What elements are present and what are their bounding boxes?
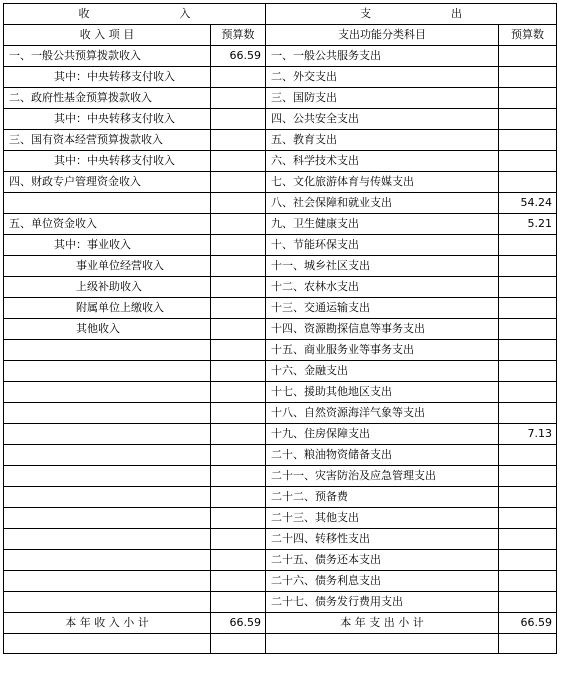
income-amount-cell (211, 109, 266, 130)
income-amount-cell (211, 67, 266, 88)
income-item-cell (4, 193, 211, 214)
income-amount-cell (211, 235, 266, 256)
expense-amount-cell (499, 571, 557, 592)
table-row (4, 235, 557, 256)
blank-cell (4, 634, 211, 654)
income-amount-cell (211, 571, 266, 592)
income-item-cell (4, 340, 211, 361)
income-item-cell (4, 529, 211, 550)
expense-item-cell: 九、卫生健康支出 (266, 214, 499, 235)
table-row (4, 445, 557, 466)
income-amount-cell (211, 382, 266, 403)
expense-item-header: 支出功能分类科目 (266, 25, 499, 46)
blank-cell (499, 634, 557, 654)
table-row (4, 424, 557, 445)
table-row (4, 508, 557, 529)
expense-item-cell: 十一、城乡社区支出 (266, 256, 499, 277)
expense-amount-cell (499, 151, 557, 172)
income-item-cell: 上级补助收入 (4, 277, 211, 298)
table-row (4, 214, 557, 235)
expense-amount-cell (499, 382, 557, 403)
expense-item-cell: 二十、粮油物资储备支出 (266, 445, 499, 466)
income-amount-cell (211, 445, 266, 466)
income-item-cell (4, 466, 211, 487)
table-row (4, 109, 557, 130)
expense-amount-cell (499, 130, 557, 151)
income-amount-cell (211, 424, 266, 445)
table-row (4, 256, 557, 277)
income-item-cell (4, 403, 211, 424)
table-row (4, 466, 557, 487)
expense-amount-cell (499, 298, 557, 319)
expense-amount-cell (499, 361, 557, 382)
expense-item-cell: 十六、金融支出 (266, 361, 499, 382)
income-item-cell: 五、单位资金收入 (4, 214, 211, 235)
table-row (4, 529, 557, 550)
totals-row (4, 613, 557, 634)
income-amount-cell (211, 88, 266, 109)
blank-cell (266, 634, 499, 654)
income-amount-cell (211, 466, 266, 487)
table-row (4, 277, 557, 298)
expense-amount-cell (499, 109, 557, 130)
income-amount-cell (211, 529, 266, 550)
expense-item-cell: 二十四、转移性支出 (266, 529, 499, 550)
expense-total-amount: 66.59 (499, 613, 557, 634)
expense-amount-cell (499, 46, 557, 67)
table-row (4, 592, 557, 613)
expense-item-cell: 十、节能环保支出 (266, 235, 499, 256)
expense-amount-cell: 5.21 (499, 214, 557, 235)
income-header-char-2: 入 (179, 7, 191, 20)
table-row (4, 88, 557, 109)
income-amount-cell (211, 256, 266, 277)
expense-item-cell: 二十三、其他支出 (266, 508, 499, 529)
expense-amount-cell (499, 277, 557, 298)
expense-item-cell: 二十七、债务发行费用支出 (266, 592, 499, 613)
expense-item-cell: 五、教育支出 (266, 130, 499, 151)
expense-amount-cell (499, 67, 557, 88)
income-item-cell: 其中：中央转移支付收入 (4, 151, 211, 172)
table-row (4, 67, 557, 88)
income-amount-cell (211, 508, 266, 529)
income-amount-cell (211, 193, 266, 214)
column-header-row (4, 25, 557, 46)
expense-item-cell: 十五、商业服务业等事务支出 (266, 340, 499, 361)
expense-total-label: 本 年 支 出 小 计 (266, 613, 499, 634)
expense-amount-cell: 7.13 (499, 424, 557, 445)
income-item-cell: 其中：中央转移支付收入 (4, 67, 211, 88)
income-amount-cell (211, 592, 266, 613)
expense-amount-cell (499, 466, 557, 487)
income-amount-cell: 66.59 (211, 46, 266, 67)
expense-amount-cell (499, 592, 557, 613)
budget-table (3, 3, 557, 654)
income-item-cell: 附属单位上缴收入 (4, 298, 211, 319)
income-item-cell: 三、国有资本经营预算拨款收入 (4, 130, 211, 151)
table-row (4, 487, 557, 508)
expense-item-cell: 十二、农林水支出 (266, 277, 499, 298)
income-item-cell (4, 382, 211, 403)
table-row (4, 340, 557, 361)
income-budget-header: 预算数 (211, 25, 266, 46)
income-item-cell: 事业单位经营收入 (4, 256, 211, 277)
income-item-header: 收 入 项 目 (4, 25, 211, 46)
income-item-cell (4, 361, 211, 382)
income-amount-cell (211, 550, 266, 571)
income-amount-cell (211, 130, 266, 151)
table-row (4, 382, 557, 403)
table-row (4, 550, 557, 571)
table-row (4, 46, 557, 67)
blank-row (4, 634, 557, 654)
table-row (4, 193, 557, 214)
income-amount-cell (211, 151, 266, 172)
expense-item-cell: 二、外交支出 (266, 67, 499, 88)
expense-amount-cell (499, 487, 557, 508)
income-section-header (4, 4, 266, 25)
expense-amount-cell (499, 256, 557, 277)
table-row (4, 361, 557, 382)
expense-item-cell: 八、社会保障和就业支出 (266, 193, 499, 214)
table-row (4, 151, 557, 172)
expense-budget-header: 预算数 (499, 25, 557, 46)
expense-item-cell: 二十五、债务还本支出 (266, 550, 499, 571)
income-item-cell: 其中：中央转移支付收入 (4, 109, 211, 130)
expense-amount-cell (499, 340, 557, 361)
table-row (4, 571, 557, 592)
income-item-cell (4, 445, 211, 466)
expense-item-cell: 四、公共安全支出 (266, 109, 499, 130)
income-amount-cell (211, 403, 266, 424)
income-amount-cell (211, 340, 266, 361)
income-item-cell (4, 571, 211, 592)
expense-item-cell: 十七、援助其他地区支出 (266, 382, 499, 403)
expense-item-cell: 十四、资源勘探信息等事务支出 (266, 319, 499, 340)
table-row (4, 319, 557, 340)
expense-amount-cell (499, 403, 557, 424)
expense-item-cell: 十九、住房保障支出 (266, 424, 499, 445)
expense-amount-cell: 54.24 (499, 193, 557, 214)
expense-item-cell: 三、国防支出 (266, 88, 499, 109)
income-header-char-1: 收 (78, 7, 90, 20)
expense-amount-cell (499, 319, 557, 340)
expense-amount-cell (499, 235, 557, 256)
expense-item-cell: 二十二、预备费 (266, 487, 499, 508)
blank-cell (211, 634, 266, 654)
income-amount-cell (211, 214, 266, 235)
table-row (4, 298, 557, 319)
income-amount-cell (211, 319, 266, 340)
expense-section-header (266, 4, 557, 25)
expense-amount-cell (499, 508, 557, 529)
expense-header-char-1: 支 (360, 7, 371, 20)
expense-item-cell: 十三、交通运输支出 (266, 298, 499, 319)
expense-item-cell: 二十一、灾害防治及应急管理支出 (266, 466, 499, 487)
income-item-cell (4, 508, 211, 529)
income-total-amount: 66.59 (211, 613, 266, 634)
income-item-cell: 其中：事业收入 (4, 235, 211, 256)
budget-table-body (4, 4, 557, 654)
income-amount-cell (211, 361, 266, 382)
income-amount-cell (211, 172, 266, 193)
income-item-cell (4, 592, 211, 613)
table-row (4, 403, 557, 424)
expense-item-cell: 六、科学技术支出 (266, 151, 499, 172)
income-amount-cell (211, 487, 266, 508)
income-item-cell (4, 487, 211, 508)
income-item-cell (4, 550, 211, 571)
expense-item-cell: 七、文化旅游体育与传媒支出 (266, 172, 499, 193)
expense-amount-cell (499, 550, 557, 571)
expense-amount-cell (499, 529, 557, 550)
income-item-cell: 其他收入 (4, 319, 211, 340)
income-item-cell: 四、财政专户管理资金收入 (4, 172, 211, 193)
table-row (4, 130, 557, 151)
expense-item-cell: 二十六、债务利息支出 (266, 571, 499, 592)
expense-amount-cell (499, 88, 557, 109)
income-item-cell (4, 424, 211, 445)
section-header-row (4, 4, 557, 25)
income-amount-cell (211, 298, 266, 319)
income-item-cell: 二、政府性基金预算拨款收入 (4, 88, 211, 109)
expense-amount-cell (499, 445, 557, 466)
expense-header-char-2: 出 (451, 7, 462, 20)
expense-amount-cell (499, 172, 557, 193)
expense-item-cell: 一、一般公共服务支出 (266, 46, 499, 67)
income-total-label: 本 年 收 入 小 计 (4, 613, 211, 634)
expense-item-cell: 十八、自然资源海洋气象等支出 (266, 403, 499, 424)
income-amount-cell (211, 277, 266, 298)
table-row (4, 172, 557, 193)
income-item-cell: 一、一般公共预算拨款收入 (4, 46, 211, 67)
